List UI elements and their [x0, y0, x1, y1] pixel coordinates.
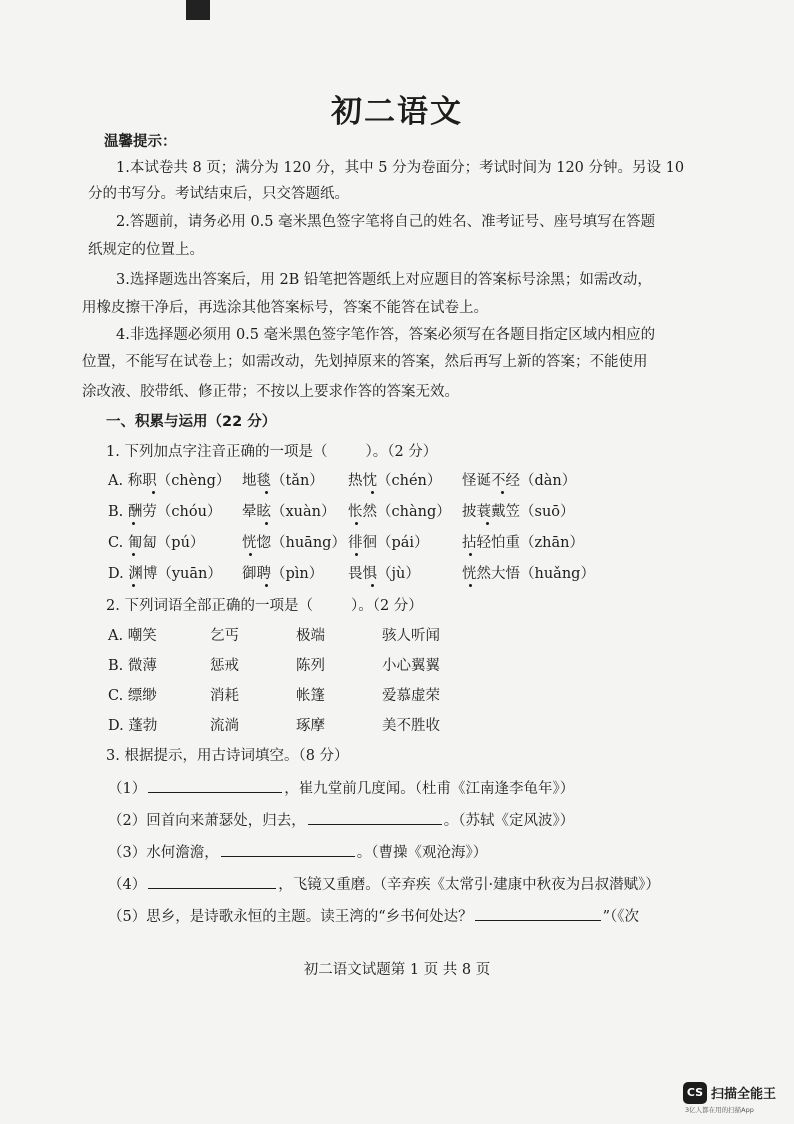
q1-option-d-word: 恍然大悟（huǎng）	[462, 566, 595, 582]
q1-option-d-word: 御聘（pìn）	[242, 566, 324, 582]
emphasis-dot	[486, 522, 489, 525]
q1-option-b-word: 晕眩（xuàn）	[242, 504, 336, 520]
q2-option-a-word: 极端	[296, 628, 325, 644]
q2-option-c-word: 消耗	[210, 688, 239, 704]
emphasis-dot	[265, 584, 268, 587]
q2-option-d-word: 琢摩	[296, 718, 325, 734]
answer-blank	[148, 874, 276, 889]
notice-line: 用橡皮擦干净后，再选涂其他答案标号，答案不能答在试卷上。	[82, 300, 488, 316]
answer-blank	[308, 810, 442, 825]
page-title: 初二语文	[331, 94, 463, 130]
emphasis-dot	[371, 491, 374, 494]
q2-option-c-word: 爱慕虚荣	[382, 688, 440, 704]
q1-option-d: D. 渊博（yuān）	[108, 566, 222, 582]
answer-blank	[148, 778, 282, 793]
notice-line: 位置，不能写在试卷上；如需改动，先划掉原来的答案，然后再写上新的答案；不能使用	[82, 354, 648, 370]
question-1-stem: 1. 下列加点字注音正确的一项是（ ）。（2 分）	[106, 444, 438, 460]
emphasis-dot	[355, 553, 358, 556]
q2-option-b: B. 微薄	[108, 658, 157, 674]
q2-option-d-word: 流淌	[210, 718, 239, 734]
q1-option-a: A. 称职（chèng）	[108, 473, 231, 489]
notice-heading: 温馨提示：	[104, 134, 177, 150]
q2-option-a: A. 嘲笑	[108, 628, 157, 644]
q3-item-5: （5）思乡，是诗歌永恒的主题。读王湾的“乡书何处达？ ”（《次	[108, 906, 639, 927]
q3-item-2: （2）回首向来萧瑟处，归去， 。（苏轼《定风波》）	[108, 810, 574, 831]
emphasis-dot	[132, 522, 135, 525]
q2-option-c-word: 帐篷	[296, 688, 325, 704]
emphasis-dot	[152, 491, 155, 494]
q3-item-4: （4） ，飞镜又重磨。（辛弃疾《太常引·建康中秋夜为吕叔潜赋》）	[108, 874, 660, 895]
notice-line: 4.非选择题必须用 0.5 毫米黑色签字笔作答，答案必须写在各题目指定区域内相应的	[116, 327, 656, 343]
q2-option-d: D. 蓬勃	[108, 718, 158, 734]
emphasis-dot	[501, 491, 504, 494]
q3-item-1: （1） ，崔九堂前几度闻。（杜甫《江南逢李龟年》）	[108, 778, 574, 799]
q1-option-c-word: 徘徊（pái）	[348, 535, 429, 551]
notice-line: 分的书写分。考试结束后，只交答题纸。	[88, 186, 349, 202]
q3-item-3: （3）水何澹澹， 。（曹操《观沧海》）	[108, 842, 487, 863]
q2-option-b-word: 小心翼翼	[382, 658, 440, 674]
q1-option-c: C. 匍匐（pú）	[108, 535, 205, 551]
emphasis-dot	[132, 553, 135, 556]
camscanner-logo-icon: CS	[683, 1082, 707, 1104]
emphasis-dot	[355, 522, 358, 525]
emphasis-dot	[265, 522, 268, 525]
question-2-stem: 2. 下列词语全部正确的一项是（ ）。（2 分）	[106, 598, 423, 614]
scanner-watermark	[683, 1081, 791, 1117]
section-heading: 一、积累与运用（22 分）	[106, 414, 277, 430]
q1-option-c-word: 拈轻怕重（zhān）	[462, 535, 584, 551]
q1-option-a-word: 地毯（tǎn）	[242, 473, 324, 489]
emphasis-dot	[371, 584, 374, 587]
q2-option-b-word: 惩戒	[210, 658, 239, 674]
q2-option-b-word: 陈列	[296, 658, 325, 674]
notice-line: 纸规定的位置上。	[88, 242, 204, 258]
question-3-stem: 3. 根据提示，用古诗词填空。（8 分）	[106, 748, 349, 764]
q1-option-a-word: 怪诞不经（dàn）	[462, 473, 577, 489]
emphasis-dot	[469, 553, 472, 556]
q1-option-b-word: 披蓑戴笠（suō）	[462, 504, 575, 520]
answer-blank	[221, 842, 355, 857]
q1-option-b-word: 怅然（chàng）	[348, 504, 451, 520]
q1-option-d-word: 畏惧（jù）	[348, 566, 420, 582]
q1-option-c-word: 恍惚（huāng）	[242, 535, 346, 551]
q1-option-b: B. 酬劳（chóu）	[108, 504, 222, 520]
q2-option-a-word: 骇人听闻	[382, 628, 440, 644]
emphasis-dot	[469, 584, 472, 587]
emphasis-dot	[132, 584, 135, 587]
scan-corner-mark	[186, 0, 210, 20]
notice-line: 涂改液、胶带纸、修正带；不按以上要求作答的答案无效。	[82, 384, 459, 400]
q2-option-d-word: 美不胜收	[382, 718, 440, 734]
watermark-app-name: 扫描全能王	[711, 1087, 777, 1102]
page-footer: 初二语文试题第 1 页 共 8 页	[303, 962, 491, 978]
q1-option-a-word: 热忱（chén）	[348, 473, 442, 489]
q2-option-a-word: 乞丐	[210, 628, 239, 644]
watermark-tagline: 3亿人都在用的扫描App	[685, 1106, 754, 1114]
notice-line: 3.选择题选出答案后，用 2B 铅笔把答题纸上对应题目的答案标号涂黑；如需改动，	[116, 272, 652, 288]
notice-line: 1.本试卷共 8 页；满分为 120 分，其中 5 分为卷面分；考试时间为 120 分钟。另设 10	[116, 160, 685, 176]
answer-blank	[475, 906, 601, 921]
q2-option-c: C. 缥缈	[108, 688, 157, 704]
emphasis-dot	[249, 553, 252, 556]
emphasis-dot	[265, 491, 268, 494]
notice-line: 2.答题前，请务必用 0.5 毫米黑色签字笔将自己的姓名、准考证号、座号填写在答题	[116, 214, 656, 230]
